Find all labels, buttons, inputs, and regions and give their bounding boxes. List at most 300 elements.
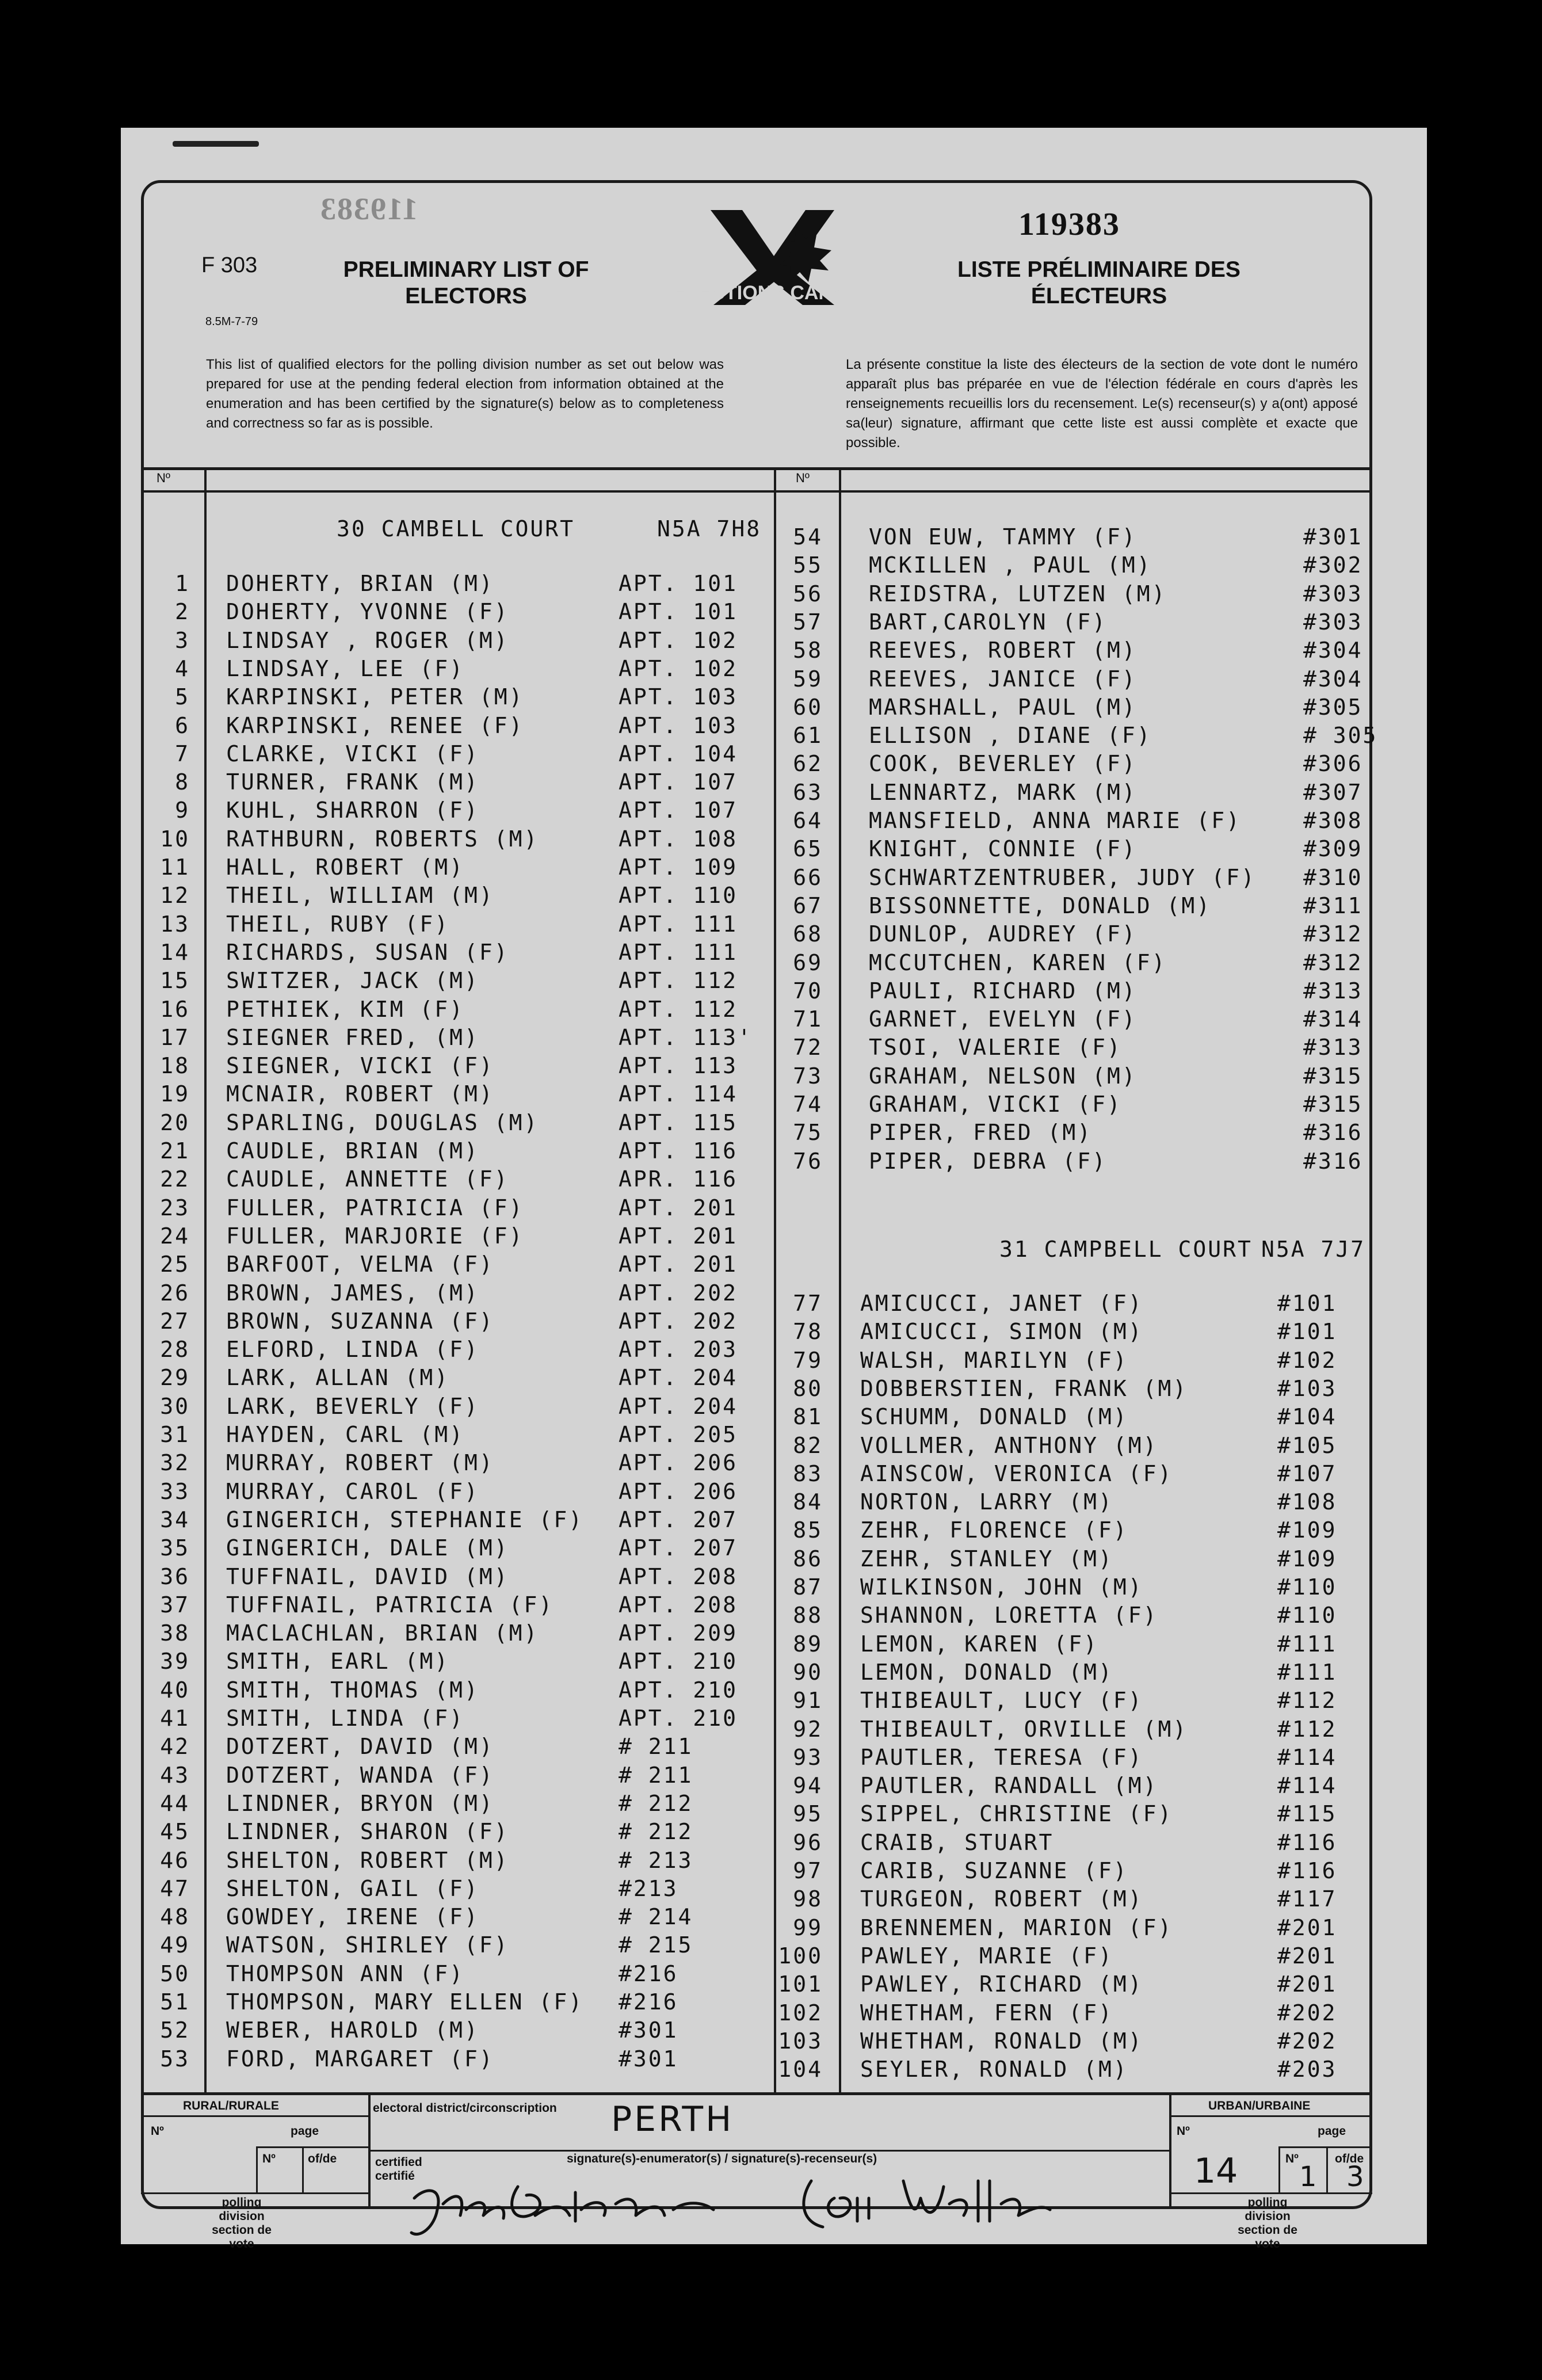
unit-number: #101 bbox=[1277, 1291, 1337, 1316]
unit-number: #110 bbox=[1277, 1603, 1337, 1628]
elector-name: NORTON, LARRY (M) bbox=[860, 1489, 1113, 1515]
elector-name: TURNER, FRANK (M) bbox=[226, 769, 479, 795]
unit-number: APT. 205 bbox=[619, 1422, 738, 1447]
entry-number: 83 bbox=[793, 1460, 823, 1486]
unit-number: #302 bbox=[1303, 552, 1363, 578]
elector-name: MCCUTCHEN, KAREN (F) bbox=[869, 949, 1167, 975]
entry-number: 25 bbox=[160, 1252, 190, 1277]
entry-number: 95 bbox=[793, 1801, 823, 1827]
entry-number: 5 bbox=[175, 684, 190, 710]
entry-number: 60 bbox=[793, 694, 823, 720]
unit-number: #117 bbox=[1277, 1886, 1337, 1912]
urban-of-label: of/de bbox=[1335, 2152, 1364, 2165]
elector-name: SMITH, LINDA (F) bbox=[226, 1706, 465, 1731]
entry-number: 45 bbox=[160, 1819, 190, 1845]
unit-number: #203 bbox=[1277, 2057, 1337, 2082]
unit-number: #311 bbox=[1303, 892, 1363, 918]
unit-number: #313 bbox=[1303, 1035, 1363, 1061]
urban-no-label: Nº bbox=[1177, 2125, 1190, 2138]
entry-number: 1 bbox=[175, 571, 190, 596]
signature-enumerator-2 bbox=[788, 2164, 1059, 2238]
elector-name: PAUTLER, TERESA (F) bbox=[860, 1744, 1143, 1770]
elector-name: THOMPSON ANN (F) bbox=[226, 1961, 465, 1986]
unit-number: APT. 102 bbox=[619, 627, 738, 653]
entry-number: 91 bbox=[793, 1688, 823, 1714]
entry-number: 68 bbox=[793, 921, 823, 947]
elector-name: TSOI, VALERIE (F) bbox=[869, 1035, 1122, 1061]
entry-number: 37 bbox=[160, 1592, 190, 1618]
elector-name: RICHARDS, SUSAN (F) bbox=[226, 939, 509, 965]
electoral-district-value: PERTH bbox=[611, 2099, 734, 2139]
unit-number: APT. 203 bbox=[619, 1337, 738, 1363]
elector-name: THEIL, RUBY (F) bbox=[226, 911, 450, 937]
entry-number: 90 bbox=[793, 1659, 823, 1685]
elector-name: MACLACHLAN, BRIAN (M) bbox=[226, 1620, 539, 1646]
right-address-street: 31 CAMPBELL COURT bbox=[999, 1237, 1253, 1262]
elector-name: SPARLING, DOUGLAS (M) bbox=[226, 1109, 539, 1135]
elector-name: LINDNER, BRYON (M) bbox=[226, 1790, 494, 1816]
unit-number: APT. 207 bbox=[619, 1535, 738, 1561]
unit-number: #110 bbox=[1277, 1574, 1337, 1600]
unit-number: APT. 210 bbox=[619, 1706, 738, 1731]
footer-urban-rule-2 bbox=[1171, 2192, 1372, 2194]
unit-number: #102 bbox=[1277, 1347, 1337, 1373]
unit-number: APT. 206 bbox=[619, 1450, 738, 1476]
electoral-district-label: electoral district/circonscription bbox=[373, 2101, 557, 2115]
elector-name: DOTZERT, DAVID (M) bbox=[226, 1734, 494, 1760]
rural-box-divider bbox=[256, 2146, 258, 2192]
entry-number: 72 bbox=[793, 1035, 823, 1061]
elector-name: TUFFNAIL, PATRICIA (F) bbox=[226, 1592, 554, 1618]
serial-bleedthrough: 119383 bbox=[319, 192, 418, 226]
elector-name: AMICUCCI, SIMON (M) bbox=[860, 1319, 1143, 1345]
elector-name: BROWN, JAMES, (M) bbox=[226, 1280, 479, 1306]
entry-number: 9 bbox=[175, 798, 190, 823]
unit-number: APT. 202 bbox=[619, 1308, 738, 1334]
elector-name: PETHIEK, KIM (F) bbox=[226, 996, 465, 1022]
unit-number: #202 bbox=[1277, 2000, 1337, 2026]
entry-number: 86 bbox=[793, 1546, 823, 1572]
entry-number: 84 bbox=[793, 1489, 823, 1515]
unit-number: #105 bbox=[1277, 1432, 1337, 1458]
elector-name: RATHBURN, ROBERTS (M) bbox=[226, 826, 539, 852]
urban-page-no-label: Nº bbox=[1285, 2152, 1299, 2165]
entry-number: 14 bbox=[160, 939, 190, 965]
unit-number: #201 bbox=[1277, 1943, 1337, 1969]
elector-name: GRAHAM, NELSON (M) bbox=[869, 1063, 1137, 1089]
entry-number: 34 bbox=[160, 1506, 190, 1532]
left-number-column-rule bbox=[204, 467, 207, 2092]
unit-number: #112 bbox=[1277, 1688, 1337, 1714]
unit-number: APT. 109 bbox=[619, 855, 738, 880]
unit-number: #114 bbox=[1277, 1744, 1337, 1770]
unit-number: #109 bbox=[1277, 1517, 1337, 1543]
elector-name: SCHUMM, DONALD (M) bbox=[860, 1404, 1128, 1430]
unit-number: APT. 201 bbox=[619, 1223, 738, 1249]
unit-number: #312 bbox=[1303, 949, 1363, 975]
elector-name: PAWLEY, MARIE (F) bbox=[860, 1943, 1113, 1969]
unit-number: # 211 bbox=[619, 1734, 693, 1760]
elector-name: PAULI, RICHARD (M) bbox=[869, 978, 1137, 1004]
elector-name: HALL, ROBERT (M) bbox=[226, 855, 465, 880]
right-address-postal: N5A 7J7 bbox=[1261, 1237, 1366, 1262]
column-header-top-rule bbox=[141, 467, 1372, 470]
unit-number: APT. 112 bbox=[619, 968, 738, 994]
elector-name: SCHWARTZENTRUBER, JUDY (F) bbox=[869, 864, 1256, 890]
unit-number: APT. 115 bbox=[619, 1109, 738, 1135]
unit-number: #304 bbox=[1303, 666, 1363, 692]
unit-number: #216 bbox=[619, 1989, 678, 2015]
entry-number: 26 bbox=[160, 1280, 190, 1306]
urban-label: URBAN/URBAINE bbox=[1208, 2099, 1311, 2112]
entry-number: 39 bbox=[160, 1649, 190, 1675]
left-address-street: 30 CAMBELL COURT bbox=[337, 516, 575, 541]
entry-number: 16 bbox=[160, 996, 190, 1022]
entry-number: 89 bbox=[793, 1631, 823, 1657]
entry-number: 41 bbox=[160, 1706, 190, 1731]
elector-name: CLARKE, VICKI (F) bbox=[226, 741, 479, 766]
entry-number: 4 bbox=[175, 655, 190, 681]
unit-number: #216 bbox=[619, 1961, 678, 1986]
entry-number: 93 bbox=[793, 1744, 823, 1770]
entry-number: 88 bbox=[793, 1603, 823, 1628]
entry-number: 65 bbox=[793, 836, 823, 862]
unit-number: #309 bbox=[1303, 836, 1363, 862]
entry-number: 94 bbox=[793, 1773, 823, 1799]
unit-number: # 305 bbox=[1303, 723, 1378, 749]
form-version: 8.5M-7-79 bbox=[205, 315, 258, 328]
elector-name: DOHERTY, YVONNE (F) bbox=[226, 599, 509, 625]
elector-name: MCKILLEN , PAUL (M) bbox=[869, 552, 1152, 578]
elector-name: WHETHAM, FERN (F) bbox=[860, 2000, 1113, 2026]
polling-division-number: 14 bbox=[1194, 2151, 1238, 2191]
entry-number: 61 bbox=[793, 723, 823, 749]
elector-name: LARK, ALLAN (M) bbox=[226, 1365, 450, 1391]
elector-name: PIPER, FRED (M) bbox=[869, 1120, 1093, 1146]
footer-rural-rule-2 bbox=[141, 2192, 368, 2194]
unit-number: #314 bbox=[1303, 1006, 1363, 1032]
elector-name: LEMON, DONALD (M) bbox=[860, 1659, 1113, 1685]
unit-number: APT. 209 bbox=[619, 1620, 738, 1646]
unit-number: APT. 111 bbox=[619, 911, 738, 937]
unit-number: APT. 104 bbox=[619, 741, 738, 766]
elector-name: FORD, MARGARET (F) bbox=[226, 2046, 494, 2072]
unit-number: # 214 bbox=[619, 1904, 693, 1930]
unit-number: #313 bbox=[1303, 978, 1363, 1004]
elector-name: GINGERICH, STEPHANIE (F) bbox=[226, 1506, 584, 1532]
elector-name: BARFOOT, VELMA (F) bbox=[226, 1252, 494, 1277]
certified-rule bbox=[371, 2150, 1169, 2152]
entry-number: 55 bbox=[793, 552, 823, 578]
center-right-rule bbox=[839, 467, 841, 2092]
no-header-left: Nº bbox=[157, 471, 170, 485]
elector-name: LINDSAY , ROGER (M) bbox=[226, 627, 509, 653]
no-header-right: Nº bbox=[796, 471, 810, 485]
unit-number: APT. 107 bbox=[619, 798, 738, 823]
elector-name: SEYLER, RONALD (M) bbox=[860, 2057, 1128, 2082]
rural-page-no-label: Nº bbox=[262, 2152, 276, 2165]
unit-number: APT. 114 bbox=[619, 1081, 738, 1107]
entry-number: 97 bbox=[793, 1858, 823, 1883]
entry-number: 100 bbox=[778, 1943, 823, 1969]
unit-number: # 211 bbox=[619, 1762, 693, 1788]
unit-number: #112 bbox=[1277, 1716, 1337, 1742]
entry-number: 87 bbox=[793, 1574, 823, 1600]
elector-name: KARPINSKI, PETER (M) bbox=[226, 684, 524, 710]
left-address-postal: N5A 7H8 bbox=[657, 516, 762, 541]
unit-number: #201 bbox=[1277, 1971, 1337, 1997]
unit-number: APR. 116 bbox=[619, 1166, 738, 1192]
urban-box-divider bbox=[1278, 2146, 1280, 2192]
entry-number: 47 bbox=[160, 1875, 190, 1901]
elector-name: SIPPEL, CHRISTINE (F) bbox=[860, 1801, 1173, 1827]
entry-number: 2 bbox=[175, 599, 190, 625]
entry-number: 10 bbox=[160, 826, 190, 852]
ink-smudge bbox=[173, 141, 259, 147]
entry-number: 59 bbox=[793, 666, 823, 692]
elector-name: GINGERICH, DALE (M) bbox=[226, 1535, 509, 1561]
entry-number: 38 bbox=[160, 1620, 190, 1646]
entry-number: 92 bbox=[793, 1716, 823, 1742]
signature-label: signature(s)-enumerator(s) / signature(s)-recenseur(s) bbox=[567, 2152, 877, 2165]
title-en: PRELIMINARY LIST OF ELECTORS bbox=[343, 257, 589, 308]
elector-name: REEVES, JANICE (F) bbox=[869, 666, 1137, 692]
unit-number: #307 bbox=[1303, 779, 1363, 805]
unit-number: #116 bbox=[1277, 1829, 1337, 1855]
urban-page-label: page bbox=[1318, 2125, 1346, 2138]
unit-number: #301 bbox=[619, 2017, 678, 2043]
unit-number: #310 bbox=[1303, 864, 1363, 890]
entry-number: 98 bbox=[793, 1886, 823, 1912]
unit-number: APT. 113 bbox=[619, 1053, 738, 1079]
entry-number: 35 bbox=[160, 1535, 190, 1561]
unit-number: APT. 201 bbox=[619, 1195, 738, 1220]
title-fr: LISTE PRÉLIMINAIRE DES ÉLECTEURS bbox=[957, 257, 1241, 308]
elector-name: MANSFIELD, ANNA MARIE (F) bbox=[869, 808, 1241, 833]
entry-number: 8 bbox=[175, 769, 190, 795]
entry-number: 81 bbox=[793, 1404, 823, 1430]
entry-number: 102 bbox=[778, 2000, 823, 2026]
elector-name: WALSH, MARILYN (F) bbox=[860, 1347, 1128, 1373]
entry-number: 71 bbox=[793, 1006, 823, 1032]
footer-urban-rule bbox=[1171, 2115, 1372, 2117]
unit-number: APT. 107 bbox=[619, 769, 738, 795]
unit-number: APT. 116 bbox=[619, 1138, 738, 1164]
elector-name: FULLER, MARJORIE (F) bbox=[226, 1223, 524, 1249]
unit-number: #202 bbox=[1277, 2028, 1337, 2054]
unit-number: #303 bbox=[1303, 581, 1363, 607]
elector-name: COOK, BEVERLEY (F) bbox=[869, 751, 1137, 777]
entry-number: 12 bbox=[160, 883, 190, 909]
entry-number: 7 bbox=[175, 741, 190, 766]
unit-number: APT. 201 bbox=[619, 1252, 738, 1277]
unit-number: #316 bbox=[1303, 1120, 1363, 1146]
entry-number: 3 bbox=[175, 627, 190, 653]
unit-number: #111 bbox=[1277, 1659, 1337, 1685]
entry-number: 52 bbox=[160, 2017, 190, 2043]
elector-name: SHELTON, GAIL (F) bbox=[226, 1875, 479, 1901]
unit-number: APT. 110 bbox=[619, 883, 738, 909]
entry-number: 29 bbox=[160, 1365, 190, 1391]
entry-number: 56 bbox=[793, 581, 823, 607]
elector-name: MCNAIR, ROBERT (M) bbox=[226, 1081, 494, 1107]
unit-number: #114 bbox=[1277, 1773, 1337, 1799]
entry-number: 27 bbox=[160, 1308, 190, 1334]
elector-name: MARSHALL, PAUL (M) bbox=[869, 694, 1137, 720]
entry-number: 43 bbox=[160, 1762, 190, 1788]
elector-name: TURGEON, ROBERT (M) bbox=[860, 1886, 1143, 1912]
entry-number: 51 bbox=[160, 1989, 190, 2015]
entry-number: 101 bbox=[778, 1971, 823, 1997]
entry-number: 73 bbox=[793, 1063, 823, 1089]
entry-number: 80 bbox=[793, 1375, 823, 1401]
entry-number: 11 bbox=[160, 855, 190, 880]
entry-number: 20 bbox=[160, 1109, 190, 1135]
footer-rural-rule bbox=[141, 2115, 368, 2117]
unit-number: APT. 207 bbox=[619, 1506, 738, 1532]
entry-number: 24 bbox=[160, 1223, 190, 1249]
elector-name: ELFORD, LINDA (F) bbox=[226, 1337, 479, 1363]
unit-number: #107 bbox=[1277, 1460, 1337, 1486]
entry-number: 82 bbox=[793, 1432, 823, 1458]
unit-number: APT. 111 bbox=[619, 939, 738, 965]
elector-name: WHETHAM, RONALD (M) bbox=[860, 2028, 1143, 2054]
entry-number: 50 bbox=[160, 1961, 190, 1986]
unit-number: #306 bbox=[1303, 751, 1363, 777]
entry-number: 40 bbox=[160, 1677, 190, 1703]
unit-number: APT. 210 bbox=[619, 1649, 738, 1675]
entry-number: 78 bbox=[793, 1319, 823, 1345]
entry-number: 32 bbox=[160, 1450, 190, 1476]
elector-name: DOBBERSTIEN, FRANK (M) bbox=[860, 1375, 1188, 1401]
unit-number: #315 bbox=[1303, 1063, 1363, 1089]
entry-number: 74 bbox=[793, 1092, 823, 1117]
urban-box-divider-2 bbox=[1326, 2146, 1328, 2192]
elector-name: GRAHAM, VICKI (F) bbox=[869, 1092, 1122, 1117]
elector-name: THOMPSON, MARY ELLEN (F) bbox=[226, 1989, 584, 2015]
entry-number: 63 bbox=[793, 779, 823, 805]
elector-name: LINDSAY, LEE (F) bbox=[226, 655, 465, 681]
unit-number: #308 bbox=[1303, 808, 1363, 833]
unit-number: APT. 208 bbox=[619, 1592, 738, 1618]
unit-number: APT. 206 bbox=[619, 1478, 738, 1504]
entry-number: 18 bbox=[160, 1053, 190, 1079]
unit-number: APT. 210 bbox=[619, 1677, 738, 1703]
signature-enumerator-1 bbox=[403, 2169, 725, 2244]
elector-name: PAWLEY, RICHARD (M) bbox=[860, 1971, 1143, 1997]
elector-name: GOWDEY, IRENE (F) bbox=[226, 1904, 479, 1930]
entry-number: 19 bbox=[160, 1081, 190, 1107]
rural-box-divider-2 bbox=[302, 2146, 304, 2192]
entry-number: 42 bbox=[160, 1734, 190, 1760]
certified-label: certified certifié bbox=[375, 2156, 422, 2183]
elector-name: KARPINSKI, RENEE (F) bbox=[226, 712, 524, 738]
unit-number: #109 bbox=[1277, 1546, 1337, 1572]
entry-number: 58 bbox=[793, 638, 823, 663]
unit-number: #304 bbox=[1303, 638, 1363, 663]
elector-name: SHELTON, ROBERT (M) bbox=[226, 1847, 509, 1873]
unit-number: #104 bbox=[1277, 1404, 1337, 1430]
elector-name: BRENNEMEN, MARION (F) bbox=[860, 1914, 1173, 1940]
footer-top-rule bbox=[141, 2092, 1372, 2095]
elector-name: LINDNER, SHARON (F) bbox=[226, 1819, 509, 1845]
elector-name: DUNLOP, AUDREY (F) bbox=[869, 921, 1137, 947]
entry-number: 33 bbox=[160, 1478, 190, 1504]
entry-number: 64 bbox=[793, 808, 823, 833]
unit-number: APT. 101 bbox=[619, 571, 738, 596]
unit-number: # 212 bbox=[619, 1790, 693, 1816]
unit-number: #316 bbox=[1303, 1148, 1363, 1174]
urban-polling-label: polling division section de vote bbox=[1238, 2196, 1297, 2251]
unit-number: APT. 103 bbox=[619, 712, 738, 738]
intro-text-fr: La présente constitue la liste des électeurs de la section de vote dont le numéro apparaît plus bas préparée en vue de l'élection fédérale en cours d'après les renseignements recueillis lors du recensement. Le(s) recenseur(s) y a(ont) apposé sa(leur) signature, affirmant que cette liste est aussi complète et exacte que possible. bbox=[846, 357, 1358, 451]
intro-text-en: This list of qualified electors for the polling division number as set out below was prepared for use at the pending federal election from information obtained at the enumeration and has been certified by the signature(s) below as to completeness and correctness so far as is possible. bbox=[206, 357, 724, 431]
entry-number: 15 bbox=[160, 968, 190, 994]
elector-name: LENNARTZ, MARK (M) bbox=[869, 779, 1137, 805]
unit-number: #111 bbox=[1277, 1631, 1337, 1657]
unit-number: APT. 202 bbox=[619, 1280, 738, 1306]
elector-name: WATSON, SHIRLEY (F) bbox=[226, 1932, 509, 1958]
page-number: 1 bbox=[1299, 2161, 1317, 2193]
elector-name: LARK, BEVERLY (F) bbox=[226, 1393, 479, 1419]
elector-name: DOHERTY, BRIAN (M) bbox=[226, 571, 494, 596]
page-of-number: 3 bbox=[1346, 2161, 1364, 2193]
unit-number: APT. 208 bbox=[619, 1563, 738, 1589]
elector-name: ZEHR, FLORENCE (F) bbox=[860, 1517, 1128, 1543]
entry-number: 79 bbox=[793, 1347, 823, 1373]
entry-number: 17 bbox=[160, 1024, 190, 1050]
elector-name: HAYDEN, CARL (M) bbox=[226, 1422, 465, 1447]
elector-name: GARNET, EVELYN (F) bbox=[869, 1006, 1137, 1032]
unit-number: #303 bbox=[1303, 609, 1363, 635]
entry-number: 30 bbox=[160, 1393, 190, 1419]
elector-name: THIBEAULT, LUCY (F) bbox=[860, 1688, 1143, 1714]
entry-number: 31 bbox=[160, 1422, 190, 1447]
elector-name: CARIB, SUZANNE (F) bbox=[860, 1858, 1128, 1883]
entry-number: 49 bbox=[160, 1932, 190, 1958]
footer-urban-divider bbox=[1169, 2092, 1171, 2209]
entry-number: 13 bbox=[160, 911, 190, 937]
elector-name: SIEGNER FRED, (M) bbox=[226, 1024, 479, 1050]
elector-name: MURRAY, CAROL (F) bbox=[226, 1478, 479, 1504]
entry-number: 69 bbox=[793, 949, 823, 975]
entry-number: 6 bbox=[175, 712, 190, 738]
unit-number: APT. 204 bbox=[619, 1365, 738, 1391]
elector-name: BROWN, SUZANNA (F) bbox=[226, 1308, 494, 1334]
elector-name: CRAIB, STUART bbox=[860, 1829, 1054, 1855]
unit-number: APT. 112 bbox=[619, 996, 738, 1022]
elector-name: VON EUW, TAMMY (F) bbox=[869, 524, 1137, 550]
unit-number: #201 bbox=[1277, 1914, 1337, 1940]
elector-name: SMITH, EARL (M) bbox=[226, 1649, 450, 1675]
elector-name: SIEGNER, VICKI (F) bbox=[226, 1053, 494, 1079]
elector-name: KNIGHT, CONNIE (F) bbox=[869, 836, 1137, 862]
entry-number: 28 bbox=[160, 1337, 190, 1363]
elector-name: AINSCOW, VERONICA (F) bbox=[860, 1460, 1173, 1486]
unit-number: #312 bbox=[1303, 921, 1363, 947]
unit-number: APT. 102 bbox=[619, 655, 738, 681]
entry-number: 46 bbox=[160, 1847, 190, 1873]
unit-number: #315 bbox=[1303, 1092, 1363, 1117]
entry-number: 85 bbox=[793, 1517, 823, 1543]
unit-number: #108 bbox=[1277, 1489, 1337, 1515]
elector-name: SWITZER, JACK (M) bbox=[226, 968, 479, 994]
elector-name: THIBEAULT, ORVILLE (M) bbox=[860, 1716, 1188, 1742]
unit-number: APT. 113' bbox=[619, 1024, 753, 1050]
elections-canada-logo bbox=[673, 204, 875, 331]
elector-name: TUFFNAIL, DAVID (M) bbox=[226, 1563, 509, 1589]
urban-box-top bbox=[1278, 2146, 1372, 2148]
